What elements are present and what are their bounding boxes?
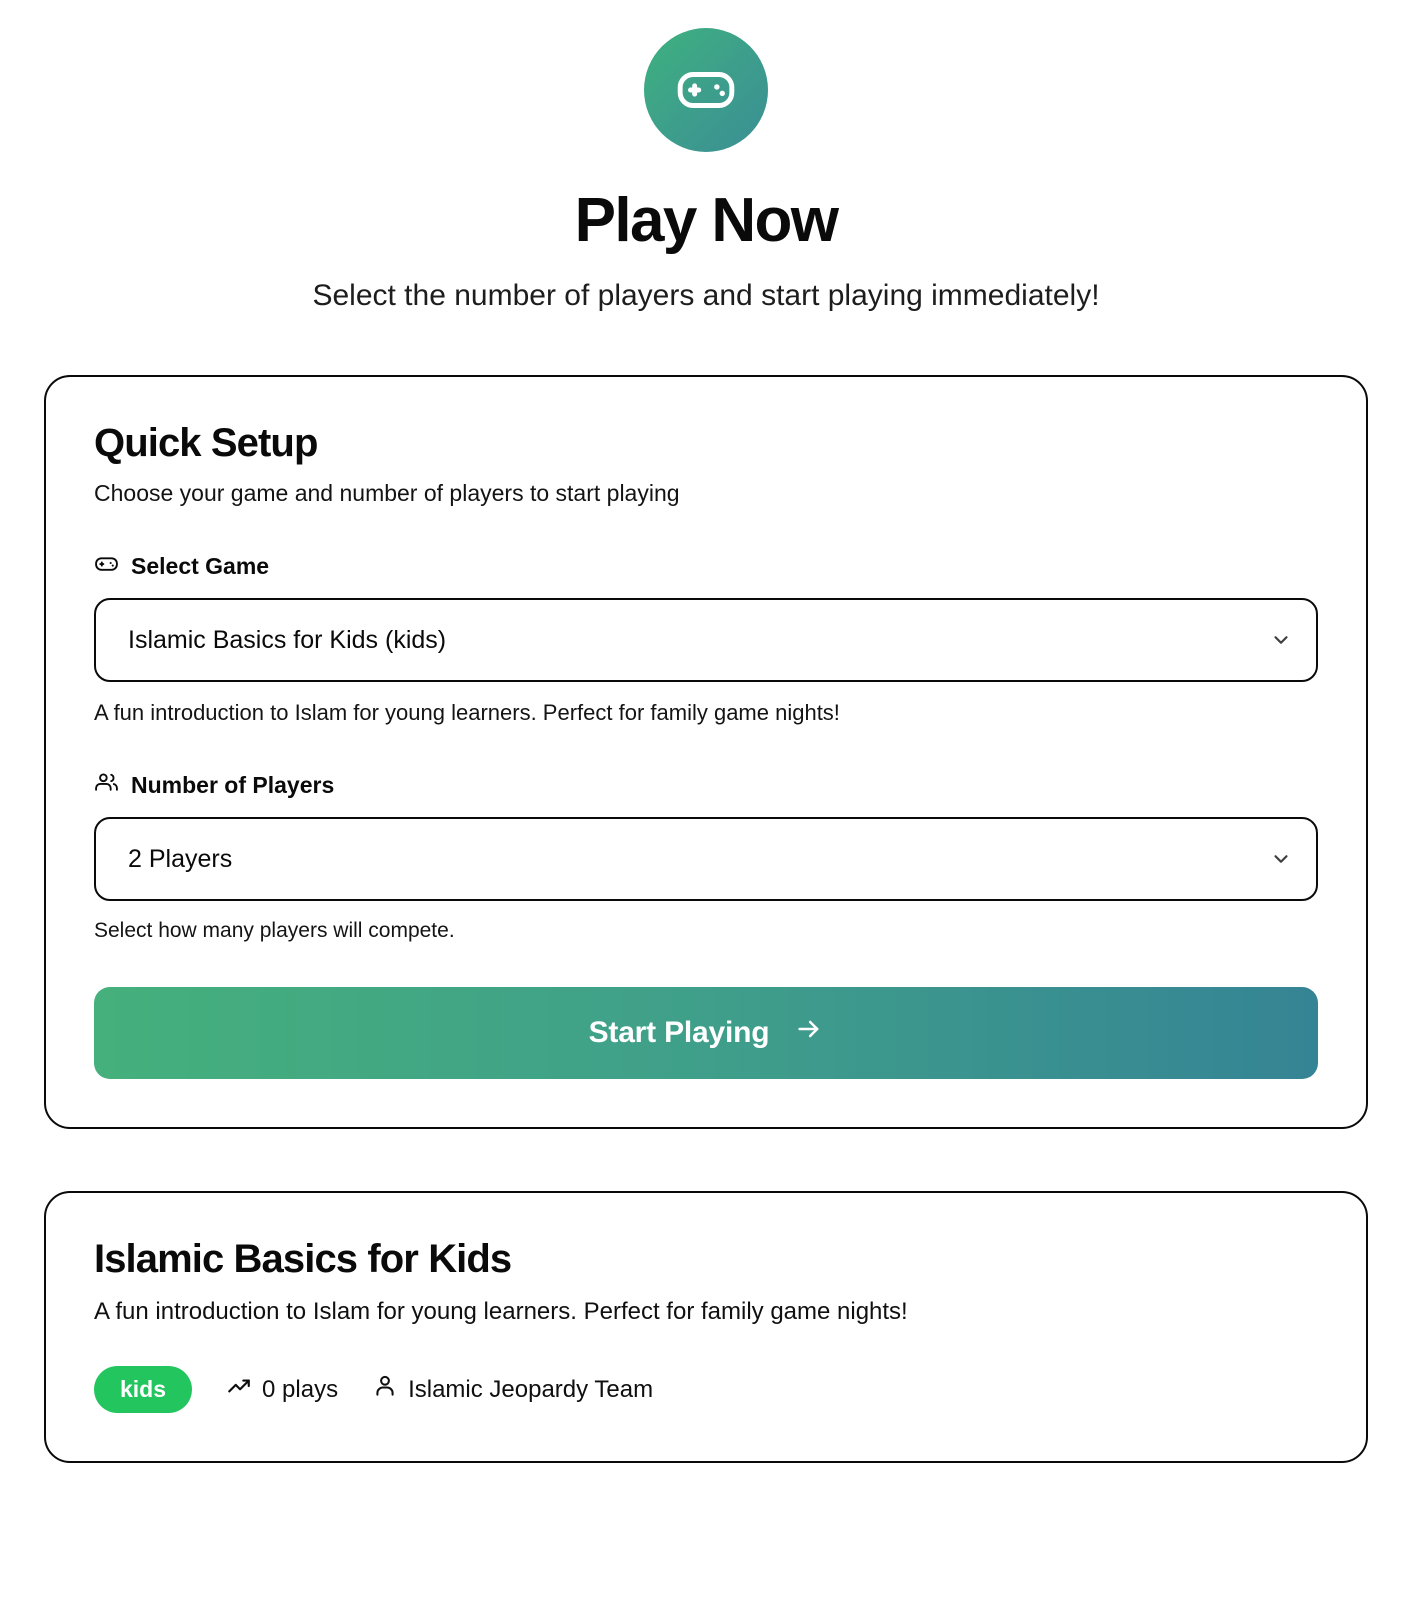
quick-setup-title: Quick Setup bbox=[94, 421, 318, 466]
plays-meta bbox=[226, 1373, 338, 1406]
number-of-players-field bbox=[94, 770, 1318, 943]
select-game-help: A fun introduction to Islam for young learners. Perfect for family game nights! bbox=[94, 700, 840, 726]
arrow-right-icon bbox=[795, 1015, 823, 1051]
gamepad-icon bbox=[94, 551, 119, 582]
number-of-players-wrap bbox=[94, 817, 1318, 901]
number-of-players-label: Number of Players bbox=[131, 772, 335, 799]
game-description: A fun introduction to Islam for young learners. Perfect for family game nights! bbox=[94, 1298, 908, 1326]
quick-setup-subtitle: Choose your game and number of players to start playing bbox=[94, 480, 680, 507]
number-of-players-label-row bbox=[94, 770, 1318, 801]
page-title: Play Now bbox=[574, 186, 838, 255]
start-playing-label: Start Playing bbox=[588, 1016, 770, 1050]
user-icon bbox=[372, 1373, 398, 1406]
author-meta bbox=[372, 1373, 653, 1406]
number-of-players-dropdown[interactable] bbox=[94, 817, 1318, 901]
gamepad-hero-icon bbox=[644, 28, 768, 152]
users-icon bbox=[94, 770, 119, 801]
trending-up-icon bbox=[226, 1373, 252, 1406]
page-header bbox=[44, 24, 1368, 313]
select-game-dropdown[interactable] bbox=[94, 598, 1318, 682]
quick-setup-card bbox=[44, 375, 1368, 1129]
plays-count: 0 plays bbox=[262, 1375, 339, 1403]
start-playing-button[interactable] bbox=[94, 987, 1318, 1079]
select-game-label-row bbox=[94, 551, 1318, 582]
select-game-wrap bbox=[94, 598, 1318, 682]
game-title: Islamic Basics for Kids bbox=[94, 1237, 512, 1282]
number-of-players-help: Select how many players will compete. bbox=[94, 919, 455, 943]
select-game-label: Select Game bbox=[131, 553, 270, 580]
select-game-field bbox=[94, 551, 1318, 726]
game-meta-row bbox=[94, 1366, 1318, 1413]
status-badge: kids bbox=[94, 1366, 192, 1413]
game-info-card[interactable] bbox=[44, 1191, 1368, 1463]
page-subtitle: Select the number of players and start playing immediately! bbox=[312, 279, 1100, 313]
author-name: Islamic Jeopardy Team bbox=[408, 1375, 654, 1403]
